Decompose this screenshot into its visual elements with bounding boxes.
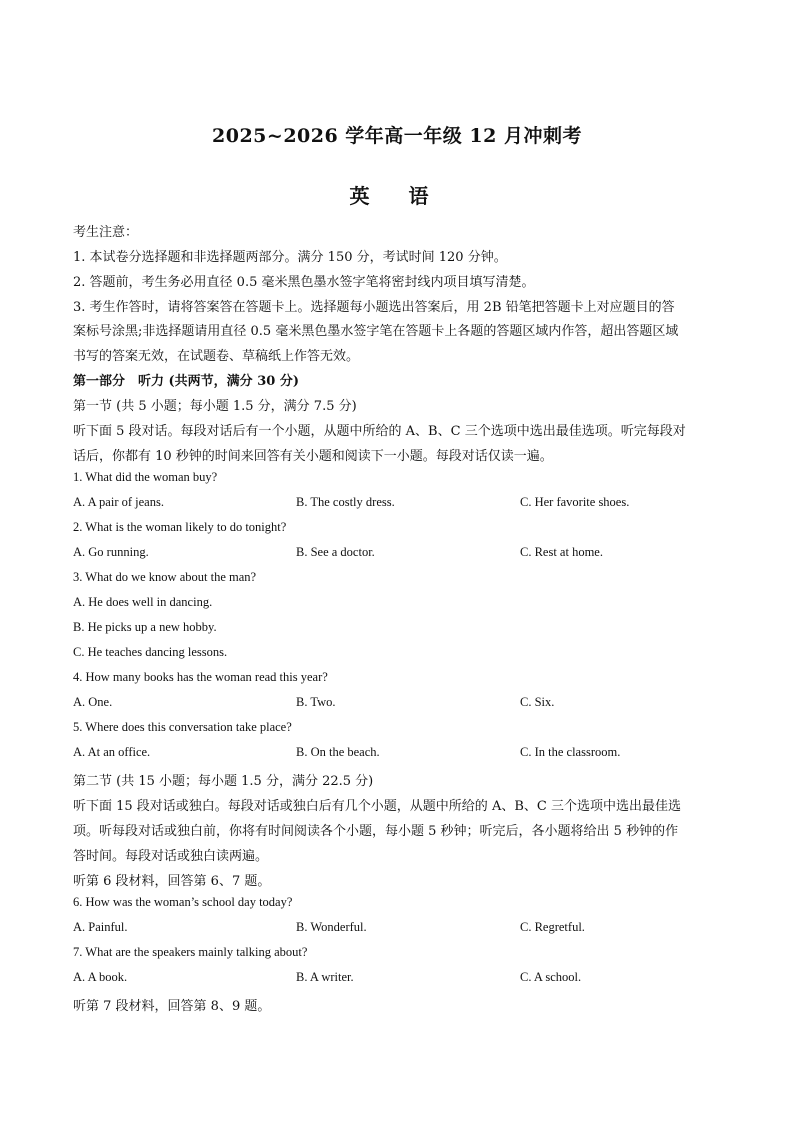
section-instructions: 项。听每段对话或独白前，你将有时间阅读各个小题，每小题 5 秒钟；听完后，各小题将给出 5 秒钟的作: [73, 824, 679, 839]
question-stem: 7. What are the speakers mainly talking about?: [73, 945, 308, 959]
question-stem: 3. What do we know about the man?: [73, 570, 257, 584]
section-instructions: 答时间。每段对话或独白读两遍。: [73, 849, 269, 864]
option-c: C. Her favorite shoes.: [520, 495, 630, 509]
section-instructions: 听下面 5 段对话。每段对话后有一个小题，从题中所给的 A、B、C 三个选项中选出最佳选项。听完每段对: [73, 424, 686, 439]
option-b: B. On the beach.: [296, 745, 380, 759]
option-c: C. He teaches dancing lessons.: [73, 645, 228, 659]
option-b: B. The costly dress.: [296, 495, 395, 509]
material-label: 听第 6 段材料，回答第 6、7 题。: [73, 874, 271, 889]
option-b: B. A writer.: [296, 970, 354, 984]
section-instructions: 话后，你都有 10 秒钟的时间来回答有关小题和阅读下一小题。每段对话仅读一遍。: [73, 449, 553, 464]
option-a: A. Painful.: [73, 920, 128, 934]
section-heading: 第一节 (共 5 小题；每小题 1.5 分，满分 7.5 分): [73, 399, 357, 414]
notice-item: 1. 本试卷分选择题和非选择题两部分。满分 150 分，考试时间 120 分钟。: [73, 250, 507, 265]
option-c: C. In the classroom.: [520, 745, 621, 759]
question-stem: 5. Where does this conversation take place?: [73, 720, 292, 734]
option-b: B. See a doctor.: [296, 545, 375, 559]
option-b: B. He picks up a new hobby.: [73, 620, 217, 634]
option-a: A. He does well in dancing.: [73, 595, 213, 609]
section-instructions: 听下面 15 段对话或独白。每段对话或独白后有几个小题，从题中所给的 A、B、C 三个选项中选出最佳选: [73, 799, 681, 814]
notice-item: 案标号涂黑;非选择题请用直径 0.5 毫米黑色墨水签字笔在答题卡上各题的答题区域内作答，超出答题区域: [73, 324, 679, 339]
exam-title: 2025~2026 学年高一年级 12 月冲刺考: [212, 125, 582, 147]
option-a: A. One.: [73, 695, 113, 709]
option-c: C. A school.: [520, 970, 582, 984]
option-c: C. Rest at home.: [520, 545, 603, 559]
option-a: A. A book.: [73, 970, 128, 984]
notice-item: 3. 考生作答时，请将答案答在答题卡上。选择题每小题选出答案后，用 2B 铅笔把答题卡上对应题目的答: [73, 300, 675, 315]
notice-item: 书写的答案无效，在试题卷、草稿纸上作答无效。: [73, 349, 360, 364]
question-stem: 2. What is the woman likely to do tonight?: [73, 520, 287, 534]
option-c: C. Six.: [520, 695, 555, 709]
option-b: B. Wonderful.: [296, 920, 367, 934]
question-stem: 1. What did the woman buy?: [73, 470, 218, 484]
question-stem: 4. How many books has the woman read this year?: [73, 670, 328, 684]
option-c: C. Regretful.: [520, 920, 585, 934]
option-b: B. Two.: [296, 695, 336, 709]
question-stem: 6. How was the woman’s school day today?: [73, 895, 293, 909]
notice-heading: 考生注意：: [73, 225, 139, 240]
option-a: A. Go running.: [73, 545, 149, 559]
notice-item: 2. 答题前，考生务必用直径 0.5 毫米黑色墨水签字笔将密封线内项目填写清楚。: [73, 275, 535, 290]
subject-title: 英 语: [349, 184, 445, 208]
material-label: 听第 7 段材料，回答第 8、9 题。: [73, 999, 271, 1014]
option-a: A. A pair of jeans.: [73, 495, 164, 509]
option-a: A. At an office.: [73, 745, 151, 759]
section-heading: 第二节 (共 15 小题；每小题 1.5 分，满分 22.5 分): [73, 774, 374, 789]
part-heading: 第一部分 听力 (共两节，满分 30 分): [73, 374, 299, 389]
